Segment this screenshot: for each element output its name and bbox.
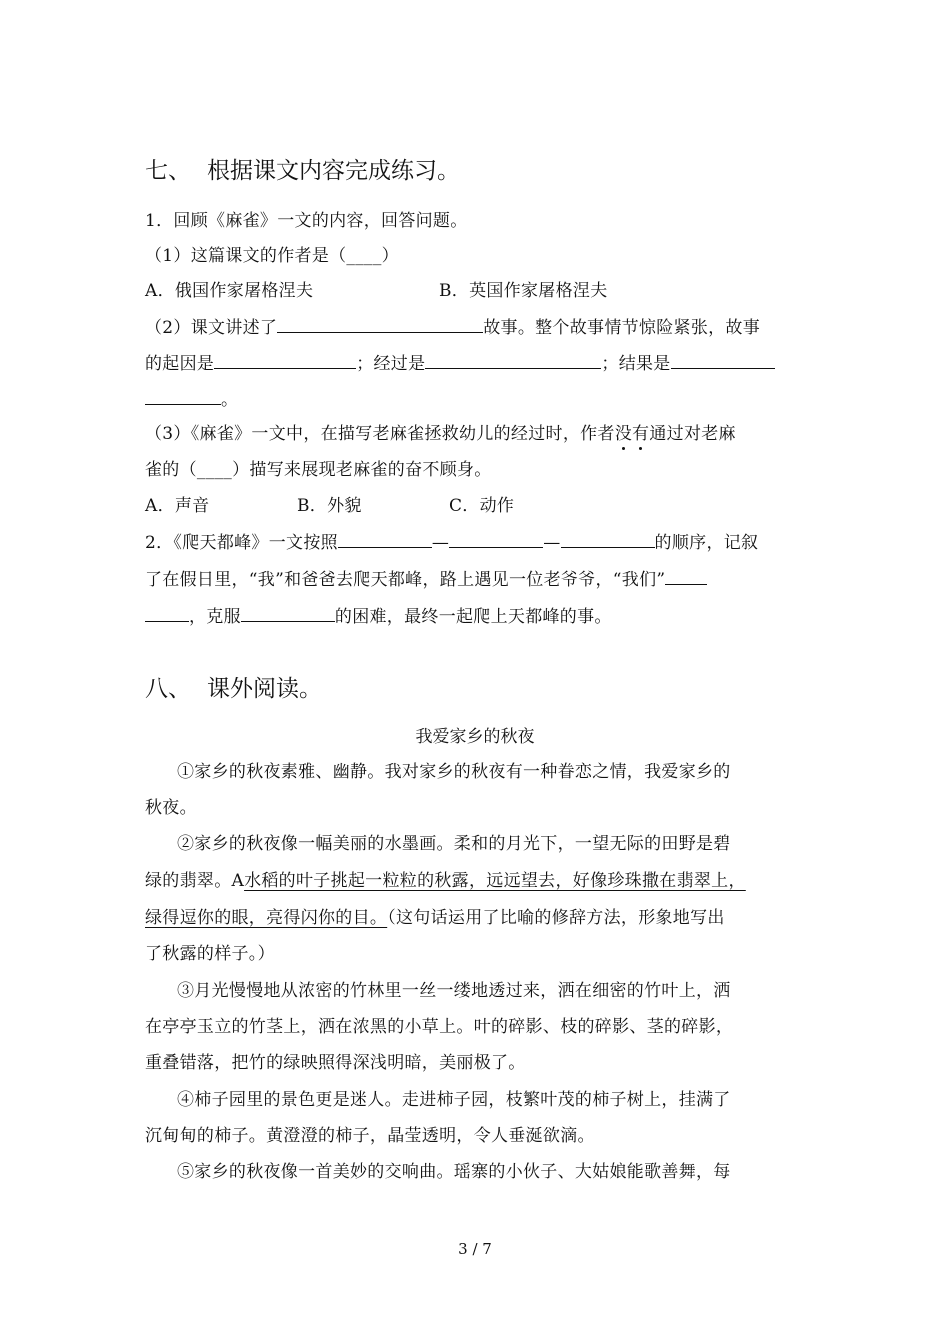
text: 的困难，最终一起爬上天都峰的事。 <box>334 607 612 627</box>
emphasis-char: 没 <box>614 424 633 444</box>
paragraph-2-line2 <box>145 869 807 893</box>
answer-blank[interactable] <box>145 603 189 622</box>
question-1-3-options <box>145 494 807 518</box>
paragraph-4-line2: 沉甸甸的柿子。黄澄澄的柿子，晶莹透明，令人垂涎欲滴。 <box>145 1126 595 1146</box>
option-c: C．动作 <box>449 496 515 516</box>
emphasis-char: 有 <box>632 424 650 444</box>
question-2-line1 <box>145 529 807 555</box>
text: 了在假日里，“我”和爸爸去爬天都峰，路上遇见一位老爷爷，“我们” <box>145 570 666 590</box>
paragraph-4-line1: ④柿子园里的景色更是迷人。走进柿子园，枝繁叶茂的柿子树上，挂满了 <box>177 1090 731 1110</box>
page-number: 3 / 7 <box>458 1240 492 1258</box>
paragraph-2-line3 <box>145 906 807 930</box>
answer-blank[interactable] <box>561 529 655 548</box>
paragraph-5-line1: ⑤家乡的秋夜像一首美妙的交响曲。瑶寨的小伙子、大姑娘能歌善舞，每 <box>177 1162 731 1182</box>
answer-blank[interactable] <box>449 529 543 548</box>
text: ；结果是 <box>601 354 671 374</box>
question-1-3-line1 <box>145 422 807 446</box>
question-1-2-line2 <box>145 350 807 376</box>
answer-blank[interactable] <box>145 386 221 405</box>
underlined-sentence: 绿得逗你的眼，亮得闪你的目。 <box>145 908 388 928</box>
text: （2）课文讲述了 <box>145 318 278 338</box>
question-2-line2 <box>145 566 807 592</box>
section-title: 根据课文内容完成练习。 <box>207 158 460 184</box>
paragraph-2-line4: 了秋露的样子。） <box>145 944 275 964</box>
text: 故事。整个故事情节惊险紧张，故事 <box>483 318 761 338</box>
paragraph-3-line3: 重叠错落，把竹的绿映照得深浅明暗，美丽极了。 <box>145 1053 526 1073</box>
question-1-2-line1 <box>145 314 807 340</box>
question-1-1: （1）这篇课文的作者是（____） <box>145 246 399 266</box>
answer-blank[interactable] <box>241 603 335 622</box>
text: 通过对老麻 <box>649 424 736 444</box>
text: （这句话运用了比喻的修辞方法，形象地写出 <box>387 908 725 928</box>
question-1-1-options <box>145 279 807 303</box>
answer-blank[interactable] <box>338 529 432 548</box>
question-1: 1．回顾《麻雀》一文的内容，回答问题。 <box>145 211 468 231</box>
text: — <box>431 533 450 553</box>
text: — <box>543 533 561 553</box>
answer-blank[interactable] <box>277 314 483 333</box>
answer-blank[interactable] <box>214 350 356 369</box>
answer-blank[interactable] <box>425 350 601 369</box>
question-1-3-line2: 雀的（____）描写来展现老麻雀的奋不顾身。 <box>145 460 492 480</box>
paragraph-3-line2: 在亭亭玉立的竹茎上，洒在浓黑的小草上。叶的碎影、枝的碎影、茎的碎影， <box>145 1017 734 1037</box>
paragraph-3-line1: ③月光慢慢地从浓密的竹林里一丝一缕地透过来，洒在细密的竹叶上，洒 <box>177 981 731 1001</box>
question-1-2-line3 <box>145 386 807 412</box>
article-title: 我爱家乡的秋夜 <box>415 727 535 747</box>
text: 的顺序，记叙 <box>654 533 759 553</box>
section-number: 七、 <box>145 158 191 184</box>
text: 的起因是 <box>145 354 215 374</box>
underlined-sentence: 水稻的叶子挑起一粒粒的秋露，远远望去，好像珍珠撒在翡翠上， <box>244 871 746 891</box>
option-b: B．英国作家屠格涅夫 <box>439 281 608 301</box>
section-7-heading <box>145 156 460 186</box>
text: 。 <box>221 390 239 410</box>
text: 2．《爬天都峰》一文按照 <box>145 533 338 553</box>
section-8-heading <box>145 674 322 704</box>
paragraph-1-line1: ①家乡的秋夜素雅、幽静。我对家乡的秋夜有一种眷恋之情，我爱家乡的 <box>177 762 731 782</box>
answer-blank[interactable] <box>665 566 707 585</box>
section-number: 八、 <box>145 676 191 702</box>
text: 绿的翡翠。A <box>145 871 245 891</box>
text: ；经过是 <box>356 354 426 374</box>
text: （3）《麻雀》一文中，在描写老麻雀拯救幼儿的经过时，作者 <box>145 424 615 444</box>
paragraph-2-line1: ②家乡的秋夜像一幅美丽的水墨画。柔和的月光下，一望无际的田野是碧 <box>177 834 731 854</box>
text: ，克服 <box>189 607 241 627</box>
option-b: B．外貌 <box>297 496 362 516</box>
answer-blank[interactable] <box>671 350 775 369</box>
question-2-line3 <box>145 603 807 629</box>
paragraph-1-line2: 秋夜。 <box>145 798 197 818</box>
option-a: A．声音 <box>145 496 210 516</box>
section-title: 课外阅读。 <box>207 676 322 702</box>
option-a: A．俄国作家屠格涅夫 <box>145 281 314 301</box>
